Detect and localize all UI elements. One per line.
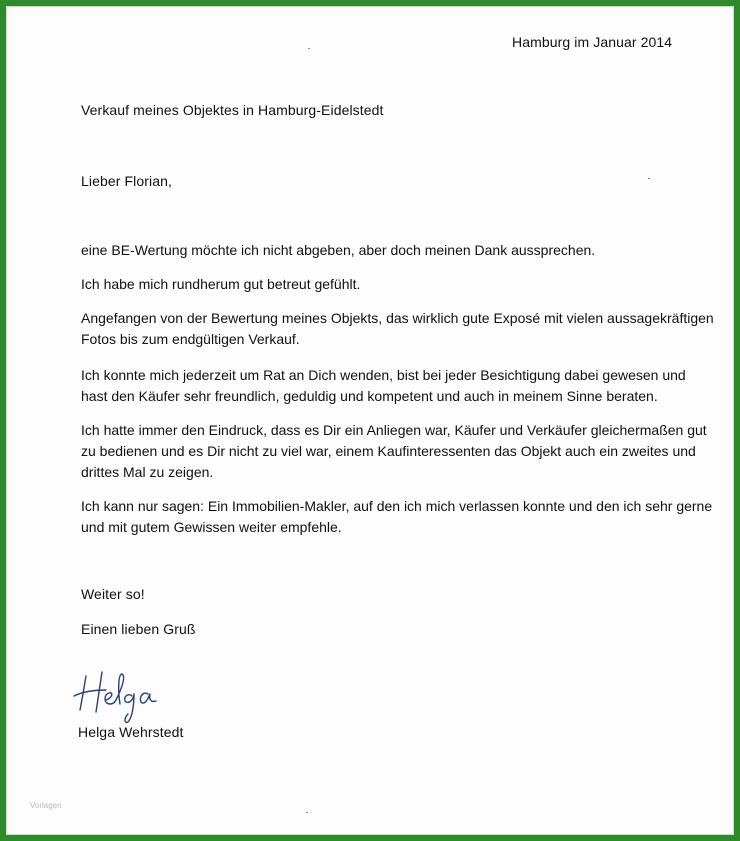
paragraph-line: zu bedienen und es Dir nicht zu viel war, einem Kaufinteressenten das Objekt auch ein zweites und — [81, 443, 696, 459]
letter-date: Hamburg im Januar 2014 — [512, 34, 673, 50]
paragraph-line: Ich habe mich rundherum gut betreut gefühlt. — [81, 276, 361, 292]
paragraph-6 — [81, 496, 713, 538]
letter-subject: Verkauf meines Objektes in Hamburg-Eidelstedt — [81, 102, 384, 118]
paragraph-2 — [81, 274, 701, 295]
letter-salutation: Lieber Florian, — [81, 173, 172, 189]
watermark-text: Vorlagen — [30, 801, 62, 810]
paragraph-line: drittes Mal zu zeigen. — [81, 464, 214, 480]
handwritten-signature — [72, 666, 172, 726]
closing-weiter-so: Weiter so! — [81, 586, 145, 602]
paragraph-line: Ich hatte immer den Eindruck, dass es Dir ein Anliegen war, Käufer und Verkäufer gleichermaßen gut — [81, 422, 707, 438]
paragraph-line: Ich konnte mich jederzeit um Rat an Dich wenden, bist bei jeder Besichtigung dabei gewesen und — [81, 367, 686, 383]
scan-speck — [308, 48, 310, 49]
paragraph-line: hast den Käufer sehr freundlich, geduldig und kompetent und auch in meinem Sinne beraten. — [81, 388, 658, 404]
scan-speck — [648, 178, 650, 179]
signer-name: Helga Wehrstedt — [78, 724, 184, 740]
letter-page — [6, 6, 734, 835]
scan-speck — [306, 812, 308, 813]
paragraph-line: Angefangen von der Bewertung meines Objekts, das wirklich gute Exposé mit vielen aussagekräftigen — [81, 310, 714, 326]
paragraph-line: Fotos bis zum endgültigen Verkauf. — [81, 331, 300, 347]
paragraph-5 — [81, 420, 707, 483]
paragraph-line: Ich kann nur sagen: Ein Immobilien-Makler, auf den ich mich verlassen konnte und den ich sehr gerne — [81, 498, 713, 514]
paragraph-1 — [81, 240, 701, 261]
paragraph-4 — [81, 365, 701, 407]
paragraph-line: und mit gutem Gewissen weiter empfehle. — [81, 519, 342, 535]
paragraph-line: eine BE-Wertung möchte ich nicht abgeben, aber doch meinen Dank aussprechen. — [81, 242, 596, 258]
paragraph-3 — [81, 308, 714, 350]
closing-greeting: Einen lieben Gruß — [81, 621, 196, 637]
